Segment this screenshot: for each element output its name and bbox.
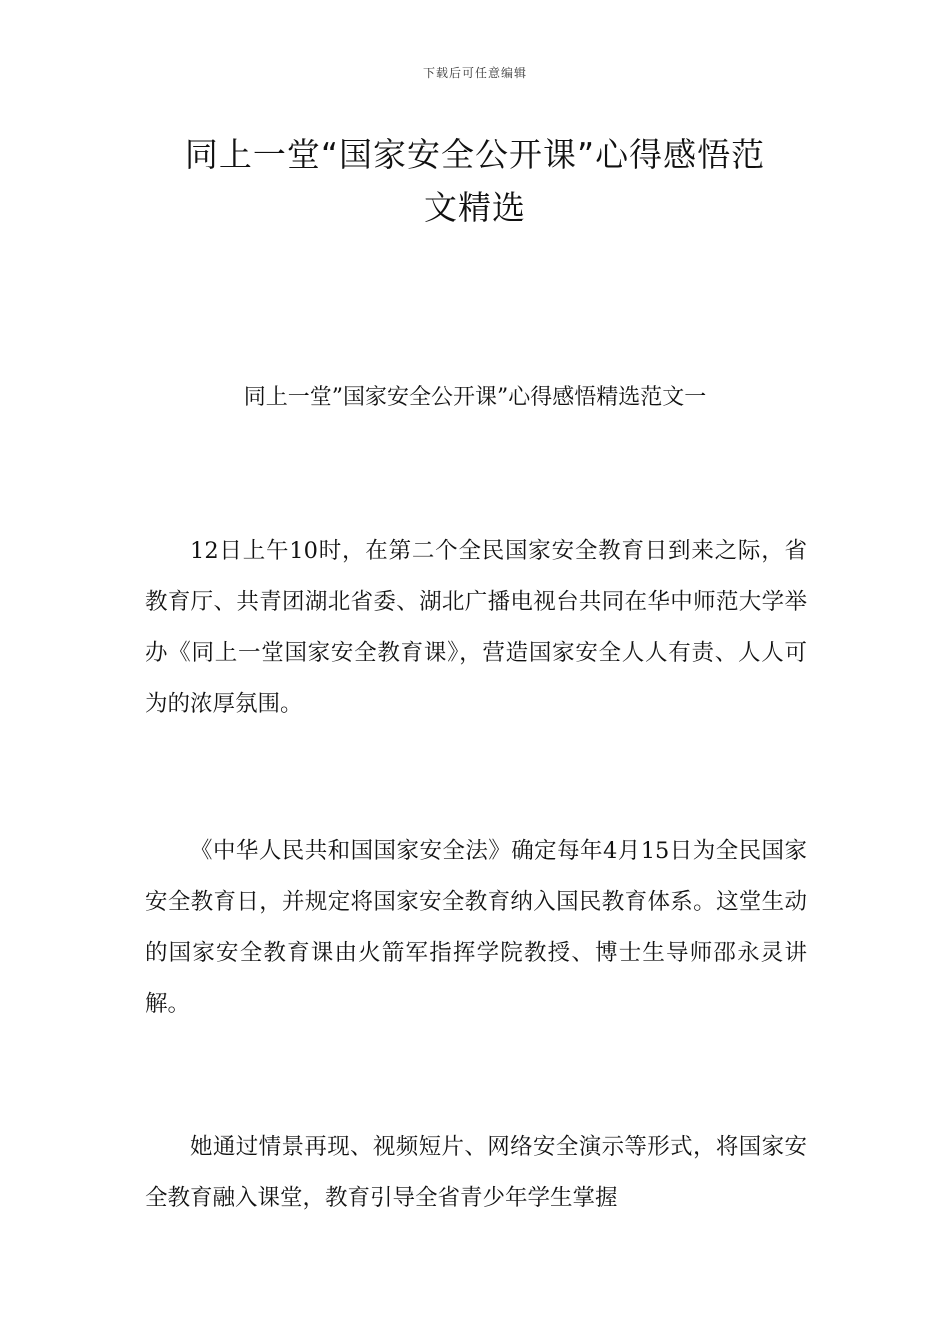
title-line-2: 文精选 xyxy=(424,188,526,227)
paragraph-3: 她通过情景再现、视频短片、网络安全演示等形式，将国家安全教育融入课堂，教育引导全省青少年学生掌握 xyxy=(145,1134,807,1211)
paragraph-1: 12日上午10时，在第二个全民国家安全教育日到来之际，省教育厅、共青团湖北省委、湖北广播电视台共同在华中师范大学举办《同上一堂国家安全教育课》，营造国家安全人人有责、人人可为的浓厚氛围。 xyxy=(145,538,807,717)
header-note: 下载后可任意编辑 xyxy=(422,66,527,80)
section-subtitle: 同上一堂”国家安全公开课”心得感悟精选范文一 xyxy=(243,385,707,410)
title-line-1: 同上一堂“国家安全公开课”心得感悟范 xyxy=(184,135,766,174)
document-title xyxy=(145,128,805,234)
paragraph-2: 《中华人民共和国国家安全法》确定每年4月15日为全民国家安全教育日，并规定将国家安全教育纳入国民教育体系。这堂生动的国家安全教育课由火箭军指挥学院教授、博士生导师邵永灵讲解。 xyxy=(145,838,807,1017)
